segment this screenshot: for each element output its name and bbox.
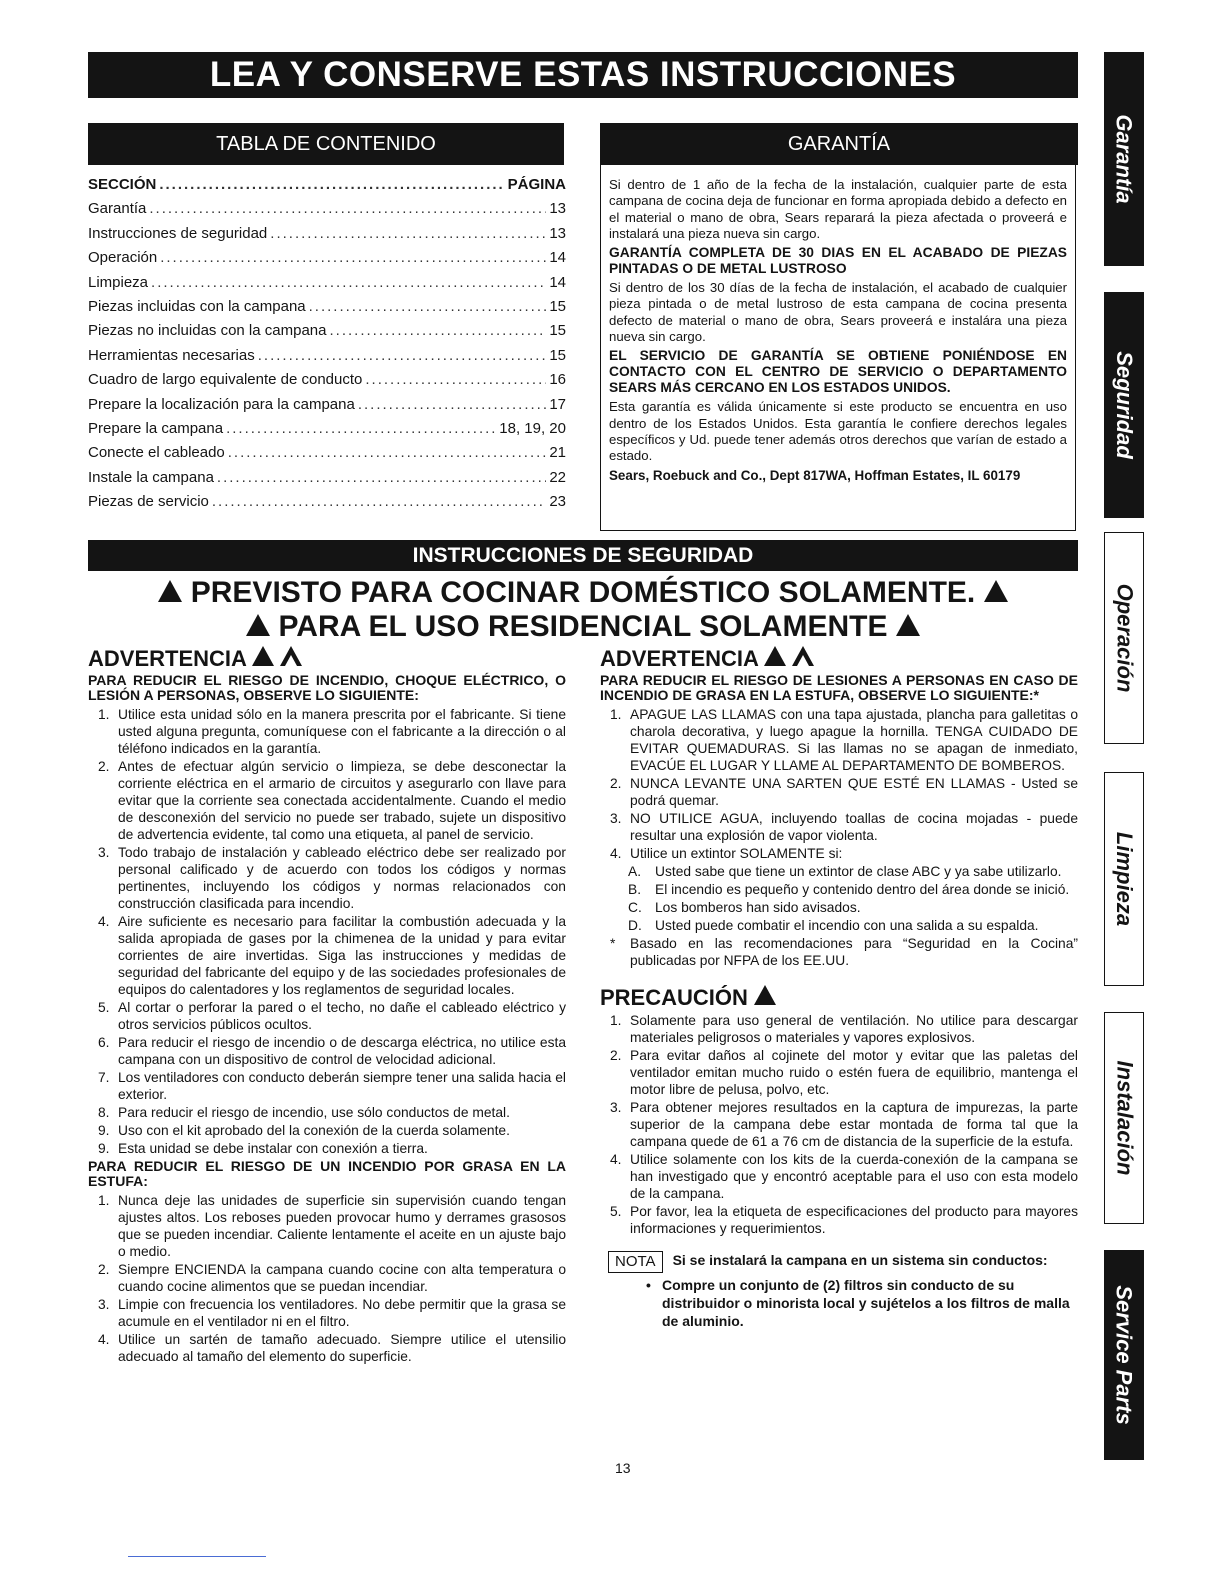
list-item xyxy=(600,881,1078,898)
item-text: Usted sabe que tiene un extintor de clase ABC y ya sabe utilizarlo. xyxy=(655,864,1062,879)
side-tab-garantía[interactable] xyxy=(1104,52,1144,266)
list-item xyxy=(600,1203,1078,1237)
side-tab-service-parts[interactable] xyxy=(1104,1250,1144,1460)
list-item xyxy=(600,706,1078,774)
item-text: Aire suficiente es necesario para facilitar la combustión adecuada y la salida apropiada de gases por la chimenea de la unidad y para evitar corrientes de aire invertidas. Siga las instrucciones y medidas de seguridad del fabricante del equipo y de las sociedades profesionales de equipos do calentadores y los reglamentos de seguridad locales. xyxy=(118,914,566,997)
item-text: El incendio es pequeño y contenido dentro del área donde se inició. xyxy=(655,882,1070,897)
toc-heading: TABLA DE CONTENIDO xyxy=(88,123,564,165)
item-number: 1. xyxy=(610,1013,622,1028)
item-text: Usted puede combatir el incendio con una salida a su espalda. xyxy=(655,918,1039,933)
side-tab-instalación[interactable] xyxy=(1104,1012,1144,1224)
item-number: 7. xyxy=(98,1070,110,1085)
list-item xyxy=(600,1151,1078,1202)
item-number: C. xyxy=(628,900,642,915)
warning-icon xyxy=(246,614,270,636)
item-text: Uso con el kit aprobado del la conexión de la cuerda solamente. xyxy=(118,1123,510,1138)
list-item xyxy=(600,775,1078,809)
toc-row[interactable] xyxy=(88,493,566,517)
toc-page: 14 xyxy=(549,249,566,267)
item-text: Para obtener mejores resultados en la captura de impurezas, la parte superior de la campana debe estar montada de forma tal que la campana quede de 61 a 76 cm de distancia de la superficie de la estufa. xyxy=(630,1100,1078,1149)
list-item xyxy=(600,845,1078,862)
warranty-heading-2: GARANTÍA COMPLETA DE 30 DIAS EN EL ACABADO DE PIEZAS PINTADAS O DE METAL LUSTROSO xyxy=(609,245,1067,277)
warranty-box xyxy=(600,165,1076,531)
item-number: 2. xyxy=(610,1048,622,1063)
extinguisher-conditions-list xyxy=(600,863,1078,934)
list-item xyxy=(88,1034,566,1068)
toc-row[interactable] xyxy=(88,274,566,298)
item-number: 3. xyxy=(610,1100,622,1115)
left-warning-list xyxy=(88,706,566,1157)
right-warning-heading: ADVERTENCIA xyxy=(600,646,1078,667)
list-item xyxy=(88,1069,566,1103)
item-text: Los ventiladores con conducto deberán siempre tener una salida hacia el exterior. xyxy=(118,1070,566,1102)
warranty-heading-3: EL SERVICIO DE GARANTÍA SE OBTIENE PONIÉNDOSE EN CONTACTO CON EL CENTRO DE SERVICIO O DEPARTAMENTO SEARS MÁS CERCANO EN LOS ESTADOS UNIDOS. xyxy=(609,348,1067,396)
page-title: LEA Y CONSERVE ESTAS INSTRUCCIONES xyxy=(88,52,1078,98)
toc-row[interactable] xyxy=(88,444,566,468)
safety-heading: INSTRUCCIONES DE SEGURIDAD xyxy=(88,540,1078,571)
list-item xyxy=(600,917,1078,934)
toc-row[interactable] xyxy=(88,225,566,249)
item-text: Antes de efectuar algún servicio o limpieza, se debe desconectar la corriente eléctrica en el armario de circuitos y asegurarlo con llave para evitar que la corriente sea conectada accidentalmente. Cuando el medio de desconexión del servicio no puede ser trabado, sujete un dispositivo de advertencia evidente, tal como una etiqueta, al panel de servicio. xyxy=(118,759,566,842)
toc-page: 14 xyxy=(549,273,566,291)
list-item xyxy=(88,706,566,757)
toc-col-section: SECCIÓN xyxy=(88,176,157,193)
left-warning-heading: ADVERTENCIA xyxy=(88,646,566,667)
toc-col-page: PÁGINA xyxy=(507,176,566,193)
toc-label: Conecte el cableado xyxy=(88,444,225,462)
warranty-p3: Esta garantía es válida únicamente si este producto se encuentra en uso dentro de los Estados Unidos. Esta garantía le confiere derechos legales específicos y Ud. puede tener además otros derechos que varían de estado a estado. xyxy=(609,399,1067,464)
toc-row[interactable] xyxy=(88,396,566,420)
toc-label: Operación xyxy=(88,249,158,267)
toc-row[interactable] xyxy=(88,322,566,346)
toc-label: Herramientas necesarias xyxy=(88,346,255,364)
item-number: 2. xyxy=(98,1262,110,1277)
right-warning-list xyxy=(600,706,1078,862)
toc-label: Piezas no incluidas con la campana xyxy=(88,322,327,340)
warning-outline-icon xyxy=(792,646,814,666)
toc-row[interactable] xyxy=(88,249,566,273)
caution-heading: PRECAUCIÓN xyxy=(600,985,1078,1006)
toc-row[interactable] xyxy=(88,469,566,493)
toc-page: 15 xyxy=(549,297,566,315)
item-number: A. xyxy=(628,864,642,879)
toc-rows xyxy=(88,200,566,517)
toc-page: 18, 19, 20 xyxy=(499,419,566,437)
item-number: 1. xyxy=(610,707,622,722)
warning-icon xyxy=(764,646,786,666)
side-tab-label: Seguridad xyxy=(1112,351,1138,459)
note xyxy=(600,1251,1078,1273)
side-tab-limpieza[interactable] xyxy=(1104,772,1144,986)
caution-list xyxy=(600,1012,1078,1237)
list-item xyxy=(600,1012,1078,1046)
list-item xyxy=(600,1099,1078,1150)
item-number: 8. xyxy=(98,1105,110,1120)
item-text: NUNCA LEVANTE UNA SARTEN QUE ESTÉ EN LLAMAS - Usted se podrá quemar. xyxy=(630,776,1078,808)
list-item xyxy=(88,844,566,912)
item-number: 1. xyxy=(98,1193,110,1208)
item-number: 2. xyxy=(610,776,622,791)
toc-page: 15 xyxy=(549,322,566,340)
item-text: Utilice esta unidad sólo en la manera prescrita por el fabricante. Si tiene usted alguna pregunta, comuníquese con el fabricante a la dirección o al téléfono indicados en la garantía. xyxy=(118,707,566,756)
warranty-address: Sears, Roebuck and Co., Dept 817WA, Hoffman Estates, IL 60179 xyxy=(609,467,1021,483)
list-item xyxy=(88,1122,566,1139)
toc-page: 17 xyxy=(549,395,566,413)
item-number: 1. xyxy=(98,707,110,722)
item-text: Limpie con frecuencia los ventiladores. No debe permitir que la grasa se acumule en el ventilador ni en el filtro. xyxy=(118,1297,566,1329)
list-item xyxy=(600,1047,1078,1098)
item-number: 3. xyxy=(610,811,622,826)
item-number: B. xyxy=(628,882,642,897)
side-tab-operación[interactable] xyxy=(1104,532,1144,744)
item-text: Por favor, lea la etiqueta de especificaciones del producto para mayores informaciones y requerimientos. xyxy=(630,1204,1078,1236)
item-text: Esta unidad se debe instalar con conexión a tierra. xyxy=(118,1141,428,1156)
table-of-contents xyxy=(88,176,566,517)
item-number: 5. xyxy=(610,1204,622,1219)
side-tab-label: Garantía xyxy=(1112,114,1138,204)
item-number: 4. xyxy=(610,1152,622,1167)
list-item xyxy=(88,1331,566,1365)
page-number: 13 xyxy=(615,1460,631,1476)
item-number: 2. xyxy=(98,759,110,774)
list-item xyxy=(600,863,1078,880)
toc-label: Limpieza xyxy=(88,273,149,291)
warning-icon xyxy=(984,580,1008,602)
item-number: 5. xyxy=(98,1000,110,1015)
item-text: Para evitar daños al cojinete del motor y evitar que las paletas del ventilador emitan mucho ruido o estén fuera de equilibrio, mantenga el motor libre de pelusa, polvo, etc. xyxy=(630,1048,1078,1097)
item-text: Al cortar o perforar la pared o el techo, no dañe el cableado eléctrico y otros servicios públicos ocultos. xyxy=(118,1000,566,1032)
side-tab-label: Instalación xyxy=(1112,1060,1138,1176)
item-text: Todo trabajo de instalación y cableado eléctrico debe ser realizado por personal calificado y de acuerdo con todos los códigos y normas pertinentes, incluyendo los códigos y normas relacionados con construcción clasificada para incendio. xyxy=(118,845,566,911)
left-warning-lead: PARA REDUCIR EL RIESGO DE INCENDIO, CHOQUE ELÉCTRICO, O LESIÓN A PERSONAS, OBSERVE LO SIGUIENTE: xyxy=(88,672,566,703)
toc-row[interactable] xyxy=(88,347,566,371)
item-text: Para reducir el riesgo de incendio, use sólo conductos de metal. xyxy=(118,1105,510,1120)
note-label: NOTA xyxy=(608,1251,663,1273)
toc-row[interactable] xyxy=(88,371,566,395)
right-warning-lead: PARA REDUCIR EL RIESGO DE LESIONES A PERSONAS EN CASO DE INCENDIO DE GRASA EN LA ESTUFA, OBSERVE LO SIGUIENTE:* xyxy=(600,672,1078,703)
toc-label: Piezas de servicio xyxy=(88,493,209,511)
grease-fire-lead: PARA REDUCIR EL RIESGO DE UN INCENDIO POR GRASA EN LA ESTUFA: xyxy=(88,1158,566,1189)
toc-label: Garantía xyxy=(88,200,147,218)
item-number: D. xyxy=(628,918,642,933)
item-text: Para reducir el riesgo de incendio o de descarga eléctrica, no utilice esta campana con un dispositivo de control de velocidad adicional. xyxy=(118,1035,566,1067)
toc-row[interactable] xyxy=(88,298,566,322)
item-number: 3. xyxy=(98,845,110,860)
toc-label: Instrucciones de seguridad xyxy=(88,224,268,242)
warning-icon xyxy=(754,985,776,1005)
toc-label: Cuadro de largo equivalente de conducto xyxy=(88,371,363,389)
toc-page: 13 xyxy=(549,224,566,242)
side-tab-label: Service Parts xyxy=(1112,1285,1137,1425)
residential-use-notice: PARA EL USO RESIDENCIAL SOLAMENTE xyxy=(88,610,1078,644)
note-bullet: • Compre un conjunto de (2) filtros sin conducto de su distribuidor o minorista local y sujételos a los filtros de malla de aluminio. xyxy=(646,1277,1070,1329)
warning-icon xyxy=(158,580,182,602)
item-text: Utilice solamente con los kits de la cuerda-conexión de la campana se han investigado que y encontró aceptable para el uso con esta modelo de la campana. xyxy=(630,1152,1078,1201)
footnote: * Basado en las recomendaciones para “Seguridad en la Cocina” publicadas por NFPA de los EE.UU. xyxy=(610,936,1078,968)
item-text: APAGUE LAS LLAMAS con una tapa ajustada, plancha para galletitas o charola decorativa, y luego apague la hornilla. TENGA CUIDADO DE EVITAR QUEMADURAS. Si las llamas no se apagan de inmediato, EVACÚE EL LUGAR Y LLAME AL DEPARTAMENTO DE BOMBEROS. xyxy=(630,707,1078,773)
toc-label: Piezas incluidas con la campana xyxy=(88,297,306,315)
list-item xyxy=(88,1261,566,1295)
side-tab-label: Limpieza xyxy=(1112,831,1138,927)
item-number: 4. xyxy=(610,846,622,861)
list-item xyxy=(600,899,1078,916)
warranty-p1: Si dentro de 1 año de la fecha de la instalación, cualquier parte de esta campana de cocina deja de funcionar en forma apropiada debido a defecto en el material o mano de obra, Sears reparará la pieza afectada o proveerá e instalará una pieza nueva sin cargo. xyxy=(609,177,1067,241)
list-item xyxy=(600,810,1078,844)
item-number: 9. xyxy=(98,1123,110,1138)
item-number: 6. xyxy=(98,1035,110,1050)
footer-rule xyxy=(128,1556,266,1557)
toc-page: 23 xyxy=(549,493,566,511)
left-warning-column xyxy=(88,646,566,1366)
item-text: NO UTILICE AGUA, incluyendo toallas de cocina mojadas - puede resultar una explosión de vapor violenta. xyxy=(630,811,1078,843)
toc-page: 21 xyxy=(549,444,566,462)
warranty-p2: Si dentro de los 30 días de la fecha de instalación, el acabado de cualquier pieza pintada o de metal lustroso de esta campana de cocina presenta defecto de material o mano de obra, Sears proveerá e instalára una pieza nueva sin cargo. xyxy=(609,280,1067,345)
toc-label: Prepare la campana xyxy=(88,419,224,437)
grease-fire-list xyxy=(88,1192,566,1365)
item-number: 4. xyxy=(98,1332,110,1347)
toc-row[interactable] xyxy=(88,200,566,224)
item-number: 9. xyxy=(98,1141,110,1156)
toc-page: 13 xyxy=(549,200,566,218)
warranty-heading: GARANTÍA xyxy=(600,123,1078,165)
side-tab-label: Operación xyxy=(1112,583,1137,693)
item-text: Los bomberos han sido avisados. xyxy=(655,900,861,915)
list-item xyxy=(88,913,566,998)
toc-row[interactable] xyxy=(88,420,566,444)
list-item xyxy=(88,758,566,843)
item-text: Solamente para uso general de ventilación. No utilice para descargar materiales peligrosos o materiales y vapores explosivos. xyxy=(630,1013,1078,1045)
warning-outline-icon xyxy=(280,646,302,666)
toc-header-row xyxy=(88,176,566,200)
item-text: Utilice un extintor SOLAMENTE si: xyxy=(630,846,843,861)
note-text: Si se instalará la campana en un sistema sin conductos: xyxy=(672,1252,1048,1268)
item-text: Utilice un sartén de tamaño adecuado. Siempre utilice el utensilio adecuado al tamaño del elemento do superficie. xyxy=(118,1332,566,1364)
item-number: 3. xyxy=(98,1297,110,1312)
toc-page: 16 xyxy=(549,371,566,389)
warning-icon xyxy=(252,646,274,666)
list-item xyxy=(88,999,566,1033)
list-item xyxy=(88,1192,566,1260)
item-number: 4. xyxy=(98,914,110,929)
side-tab-seguridad[interactable] xyxy=(1104,292,1144,518)
list-item xyxy=(88,1104,566,1121)
warning-icon xyxy=(896,614,920,636)
toc-page: 15 xyxy=(549,346,566,364)
item-text: Nunca deje las unidades de superficie sin supervisión cuando tengan ajustes altos. Los reboses pueden provocar humo y derrames grasosos que se pueden incendiar. Caliente lentamente el aceite en un ajuste bajo o medio. xyxy=(118,1193,566,1259)
item-text: Siempre ENCIENDA la campana cuando cocine con alta temperatura o cuando cocine alimentos que se puedan incendiar. xyxy=(118,1262,566,1294)
toc-page: 22 xyxy=(549,468,566,486)
right-warning-column xyxy=(600,646,1078,1330)
toc-label: Prepare la localización para la campana xyxy=(88,395,355,413)
toc-label: Instale la campana xyxy=(88,468,214,486)
list-item xyxy=(88,1296,566,1330)
domestic-use-notice: PREVISTO PARA COCINAR DOMÉSTICO SOLAMENTE. xyxy=(88,576,1078,610)
list-item xyxy=(88,1140,566,1157)
